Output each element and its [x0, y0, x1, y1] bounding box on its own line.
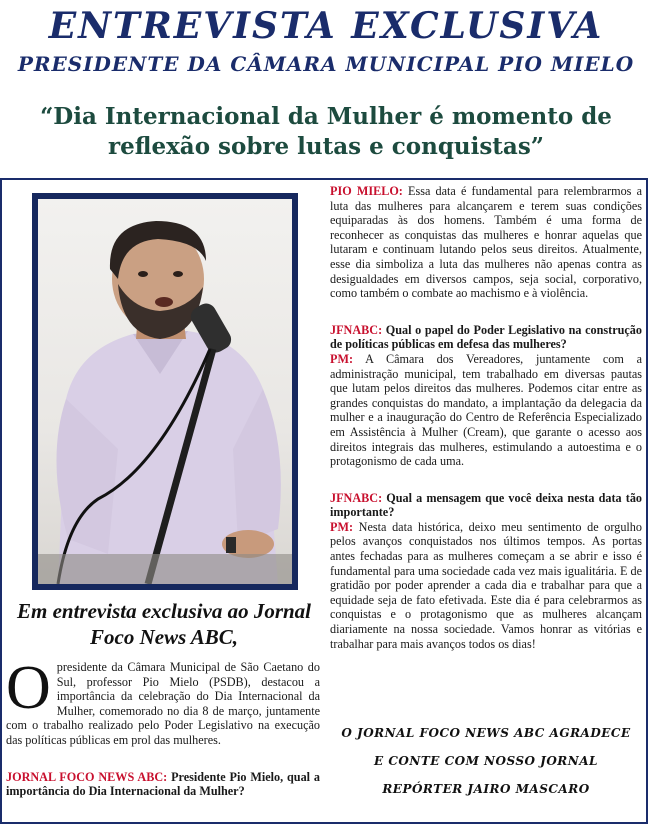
answer-1-label: PIO MIELO: — [330, 184, 403, 198]
question-1 — [6, 770, 320, 799]
answer-1-text: Essa data é fundamental para relembrarmos a luta das mulheres para alcançarem e terem suas condições equiparadas às dos homens. Também é uma forma de reconhecer as conquistas das mulheres e honrar aquelas que lutaram e continuam lutando pelos seus direitos. Atualmente, esse dia simboliza a luta das mulheres não apenas contra as desigualdades em diversos campos, seja social, corporativo, como também o combate ao machismo e à violência. — [330, 184, 642, 301]
answer-3-text: Nesta data histórica, deixo meu sentimento de orgulho pelos avanços conquistados nos últimos tempos. As portas antes fechadas para as mulheres começam a se abrir e isso é fundamental para uma sociedade cada vez mais igualitária. E de gratidão por poder aprender a cada dia e trabalhar para que a equidade seja de fato efetivada. Este dia é para celebrarmos as conquistas e o protagonismo que as mulheres alcançam diariamente na nossa sociedade. Vamos honrar as vitórias e trabalhar para mais avanços todos os dias! — [330, 519, 642, 651]
left-column — [6, 654, 321, 811]
question-2-label: JFNABC: — [330, 322, 383, 337]
question-3-label: JFNABC: — [330, 490, 383, 505]
closing-line-3: REPÓRTER JAIRO MASCARO — [382, 782, 590, 796]
answer-2-text: A Câmara dos Vereadores, juntamente com a administração municipal, tem trabalhado em diversas pautas que lutam pelos direitos das mulheres. Podemos citar entre as grandes conquistas do mandato, a implantação da delegacia da mulher e a inauguração do Centro de Referência Especializado em Assistência à Mulher (Cream), que garante o acesso aos direitos integrais das mulheres, estimulando a autoestima e o protagonismo de cada uma. — [330, 351, 642, 469]
question-2 — [330, 323, 642, 469]
answer-2-label: PM: — [330, 351, 354, 366]
question-3-text: Qual a mensagem que você deixa nesta data tão importante? — [330, 490, 643, 520]
answer-1 — [330, 184, 642, 301]
question-1-label: JORNAL FOCO NEWS ABC: — [6, 769, 168, 784]
pull-quote: “Dia Internacional da Mulher é momento de reflexão sobre lutas e conquistas” — [40, 103, 612, 160]
intro-text: presidente da Câmara Municipal de São Caetano do Sul, professor Pio Mielo (PSDB), destacou a importância da celebração do Dia Internacional da Mulher, comemorado no dia 8 de março, juntamente com o trabalho realizado pelo Poder Legislativo na execução das políticas públicas em prol das mulheres. — [6, 660, 320, 747]
closing-line-1: O JORNAL FOCO NEWS ABC AGRADECE — [341, 726, 631, 740]
question-3 — [330, 491, 642, 652]
question-2-text: Qual o papel do Poder Legislativo na construção de políticas públicas em defesa das mulheres? — [330, 322, 642, 352]
headline-title: ENTREVISTA EXCLUSIVA — [48, 5, 604, 47]
right-column — [330, 184, 642, 663]
drop-cap: O — [6, 654, 51, 722]
headline-subtitle: PRESIDENTE DA CÂMARA MUNICIPAL PIO MIELO — [17, 52, 635, 76]
speaker-photo — [38, 199, 292, 584]
answer-3-label: PM: — [330, 519, 354, 534]
closing-line-2: E CONTE COM NOSSO JORNAL — [374, 754, 598, 768]
speaker-illustration — [38, 199, 292, 584]
photo-caption: Em entrevista exclusiva ao Jornal Foco News ABC, — [17, 599, 311, 649]
intro-paragraph — [6, 654, 320, 748]
question-1-text: Presidente Pio Mielo, qual a importância do Dia Internacional da Mulher? — [6, 769, 321, 799]
